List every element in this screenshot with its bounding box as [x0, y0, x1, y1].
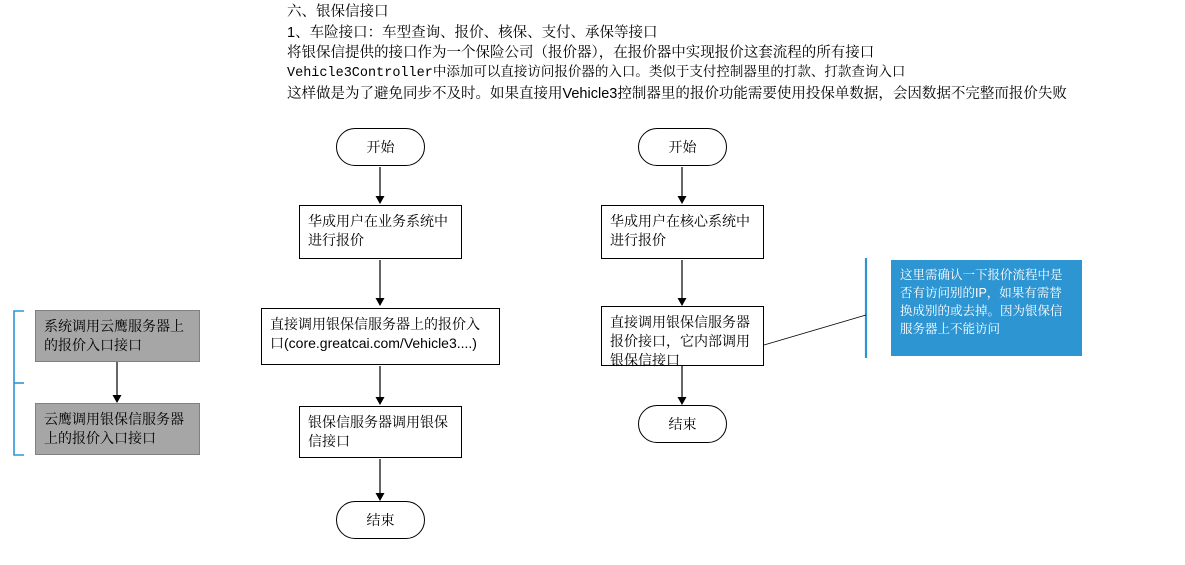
left-step2-node [261, 308, 500, 365]
left-step1-label: 华成用户在业务系统中进行报价 [308, 213, 448, 248]
header-text-block [287, 2, 1167, 105]
right-step1-label: 华成用户在核心系统中进行报价 [610, 213, 750, 248]
right-step1-node [601, 205, 764, 259]
right-start-node [638, 128, 727, 166]
blue-callout-note [891, 260, 1082, 356]
right-start-label: 开始 [668, 138, 697, 155]
blue-callout-label: 这里需确认一下报价流程中是否有访问别的IP，如果有需替换成别的或去掉。因为银保信服务器上不能访问 [900, 268, 1063, 336]
header-line-5: 这样做是为了避免同步不及时。如果直接用Vehicle3控制器里的报价功能需要使用投保单数据，会因数据不完整而报价失败 [287, 86, 1067, 102]
left-step1-node [299, 205, 462, 259]
left-end-label: 结束 [366, 511, 395, 528]
right-step2-node [601, 306, 764, 366]
header-line-3: 将银保信提供的接口作为一个保险公司（报价器），在报价器中实现报价这套流程的所有接口 [287, 45, 875, 61]
left-start-label: 开始 [366, 138, 395, 155]
left-start-node [336, 128, 425, 166]
right-step2-label: 直接调用银保信服务器报价接口，它内部调用银保信接口 [610, 314, 750, 368]
header-line-4: Vehicle3Controller中添加可以直接访问报价器的入口。类似于支付控制器里的打款、打款查询入口 [287, 65, 906, 81]
right-end-node [638, 405, 727, 443]
grey-note-1 [35, 310, 200, 362]
right-end-label: 结束 [668, 415, 697, 432]
grey-note-2 [35, 403, 200, 455]
left-step3-label: 银保信服务器调用银保信接口 [308, 414, 448, 449]
left-step3-node [299, 406, 462, 458]
header-line-2: 1、车险接口：车型查询、报价、核保、支付、承保等接口 [287, 24, 658, 41]
left-step2-label: 直接调用银保信服务器上的报价入口(core.greatcai.com/Vehicle3....) [270, 316, 480, 351]
left-end-node [336, 501, 425, 539]
grey-note-1-label: 系统调用云鹰服务器上的报价入口接口 [44, 318, 184, 353]
grey-note-2-label: 云鹰调用银保信服务器上的报价入口接口 [44, 411, 184, 446]
header-line-1: 六、银保信接口 [287, 4, 389, 20]
